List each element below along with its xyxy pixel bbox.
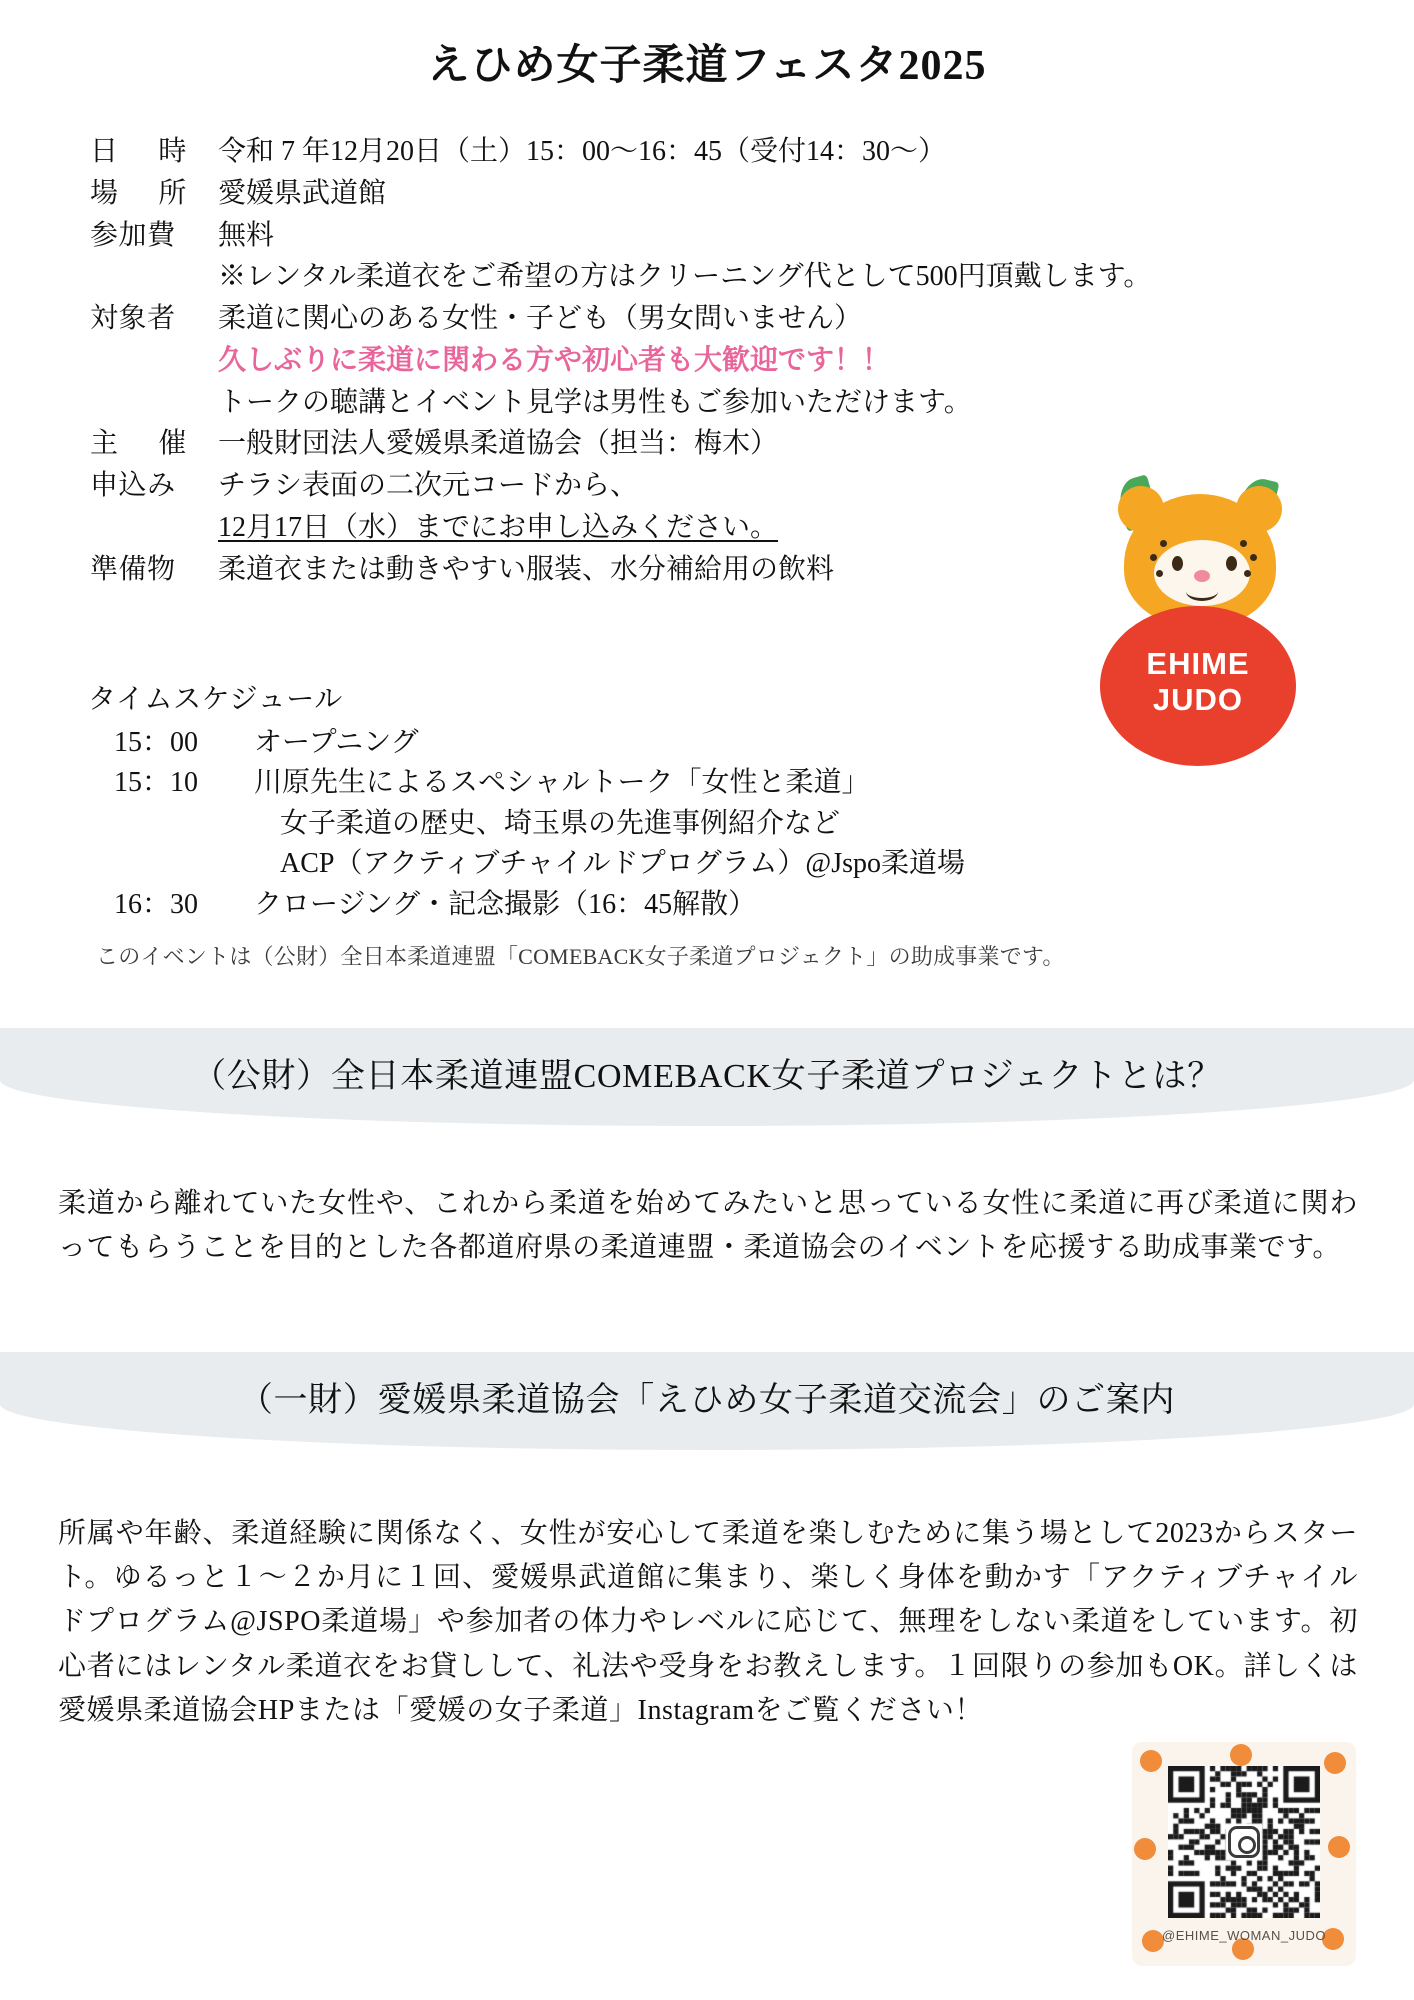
info-value-datetime: 令和 7 年12月20日（土）15：00〜16：45（受付14：30〜） xyxy=(218,136,947,167)
schedule-item-time: 15：10 xyxy=(114,767,199,799)
time-schedule-block xyxy=(88,680,1188,926)
instagram-qr-card[interactable] xyxy=(1132,1742,1356,1966)
mascot-spot xyxy=(1156,570,1163,577)
schedule-item-text: オープニング xyxy=(254,726,419,758)
mascot-nose xyxy=(1194,570,1210,582)
decor-dot xyxy=(1140,1750,1162,1772)
decor-dot xyxy=(1230,1744,1252,1766)
target-note: トークの聴講とイベント見学は男性もご参加いただけます。 xyxy=(218,386,972,418)
info-label-prepare: 準備物 xyxy=(90,553,176,585)
info-row-place xyxy=(90,174,1330,214)
info-label-apply: 申込み xyxy=(90,470,176,501)
badge-line-2: JUDO xyxy=(1152,681,1244,717)
section-banner-comeback: （公財）全日本柔道連盟COMEBACK女子柔道プロジェクトとは？ xyxy=(0,1028,1414,1126)
info-row-fee xyxy=(90,216,1330,256)
grant-footnote: このイベントは（公財）全日本柔道連盟「COMEBACK女子柔道プロジェクト」の助成事業です。 xyxy=(96,944,1065,969)
apply-deadline: 12月17日（水）までにお申し込みください。 xyxy=(218,511,779,543)
info-row-target xyxy=(90,299,1330,339)
schedule-item-detail: 女子柔道の歴史、埼玉県の先進事例紹介など xyxy=(280,807,841,839)
schedule-item-detail: ACP（アクティブチャイルドプログラム）@Jspo柔道場 xyxy=(280,848,966,880)
info-value-prepare: 柔道衣または動きやすい服装、水分補給用の飲料 xyxy=(218,553,835,585)
badge-line-1: EHIME xyxy=(1146,646,1250,681)
target-highlight: 久しぶりに柔道に関わる方や初心者も大歓迎です！！ xyxy=(218,344,891,376)
info-label-fee: 参加費 xyxy=(90,219,176,251)
info-value-target: 柔道に関心のある女性・子ども（男女問いません） xyxy=(218,303,863,334)
schedule-heading: タイムスケジュール xyxy=(88,684,343,715)
mascot-spot xyxy=(1160,540,1167,547)
mascot-spot xyxy=(1244,570,1251,577)
info-label-target: 対象者 xyxy=(90,303,176,334)
mascot-eye-left xyxy=(1172,556,1183,571)
info-value-fee: 無料 xyxy=(218,219,275,251)
info-row-datetime xyxy=(90,132,1330,172)
mascot-spot xyxy=(1150,554,1157,561)
instagram-icon xyxy=(1228,1826,1260,1858)
info-label-place: 場 所 xyxy=(90,177,193,209)
mascot-spot xyxy=(1250,554,1257,561)
schedule-item-text: クロージング・記念撮影（16：45解散） xyxy=(254,888,757,920)
info-label-datetime: 日 時 xyxy=(90,136,193,167)
info-value-apply: チラシ表面の二次元コードから、 xyxy=(218,470,639,501)
fee-note: ※レンタル柔道衣をご希望の方はクリーニング代として500円頂戴します。 xyxy=(218,261,1152,293)
info-label-host: 主 催 xyxy=(90,428,193,460)
schedule-item xyxy=(88,723,1188,764)
section-body-comeback: 柔道から離れていた女性や、これから柔道を始めてみたいと思っている女性に柔道に再び柔道に関わってもらうことを目的とした各都道府県の柔道連盟・柔道協会のイベントを応援する助成事業です。 xyxy=(58,1188,1358,1264)
section-body-exchange: 所属や年齢、柔道経験に関係なく、女性が安心して柔道を楽しむために集う場として2023からスタート。ゆるっと１〜２か月に１回、愛媛県武道館に集まり、楽しく身体を動かす「アクティブチャイルドプログラム@JSPO柔道場」や参加者の体力やレベルに応じて、無理をしない柔道をしています。初心者にはレンタル柔道衣をお貸しして、礼法や受身をお教えします。１回限りの参加もOK。詳しくは愛媛県柔道協会HPまたは「愛媛の女子柔道」Instagramをご覧ください！ xyxy=(58,1518,1358,1726)
mascot-spot xyxy=(1240,540,1247,547)
decor-dot xyxy=(1134,1838,1156,1860)
info-row-host xyxy=(90,424,1330,464)
decor-dot xyxy=(1328,1836,1350,1858)
schedule-item-text: 川原先生によるスペシャルトーク「女性と柔道」 xyxy=(254,767,870,799)
qr-caption: @EHIME_WOMAN_JUDO xyxy=(1162,1928,1326,1943)
schedule-item xyxy=(88,763,1188,804)
schedule-item-time: 15：00 xyxy=(114,726,199,758)
mascot-eye-right xyxy=(1226,556,1237,571)
section-banner-exchange: （一財）愛媛県柔道協会「えひめ女子柔道交流会」のご案内 xyxy=(0,1352,1414,1450)
schedule-item-time: 16：30 xyxy=(114,888,199,920)
schedule-item xyxy=(88,885,1188,926)
info-value-host: 一般財団法人愛媛県柔道協会（担当：梅木） xyxy=(218,428,779,460)
page-title: えひめ女子柔道フェスタ2025 xyxy=(427,43,987,89)
decor-dot xyxy=(1324,1752,1346,1774)
mascot-mouth xyxy=(1186,582,1218,601)
info-value-place: 愛媛県武道館 xyxy=(218,177,387,209)
